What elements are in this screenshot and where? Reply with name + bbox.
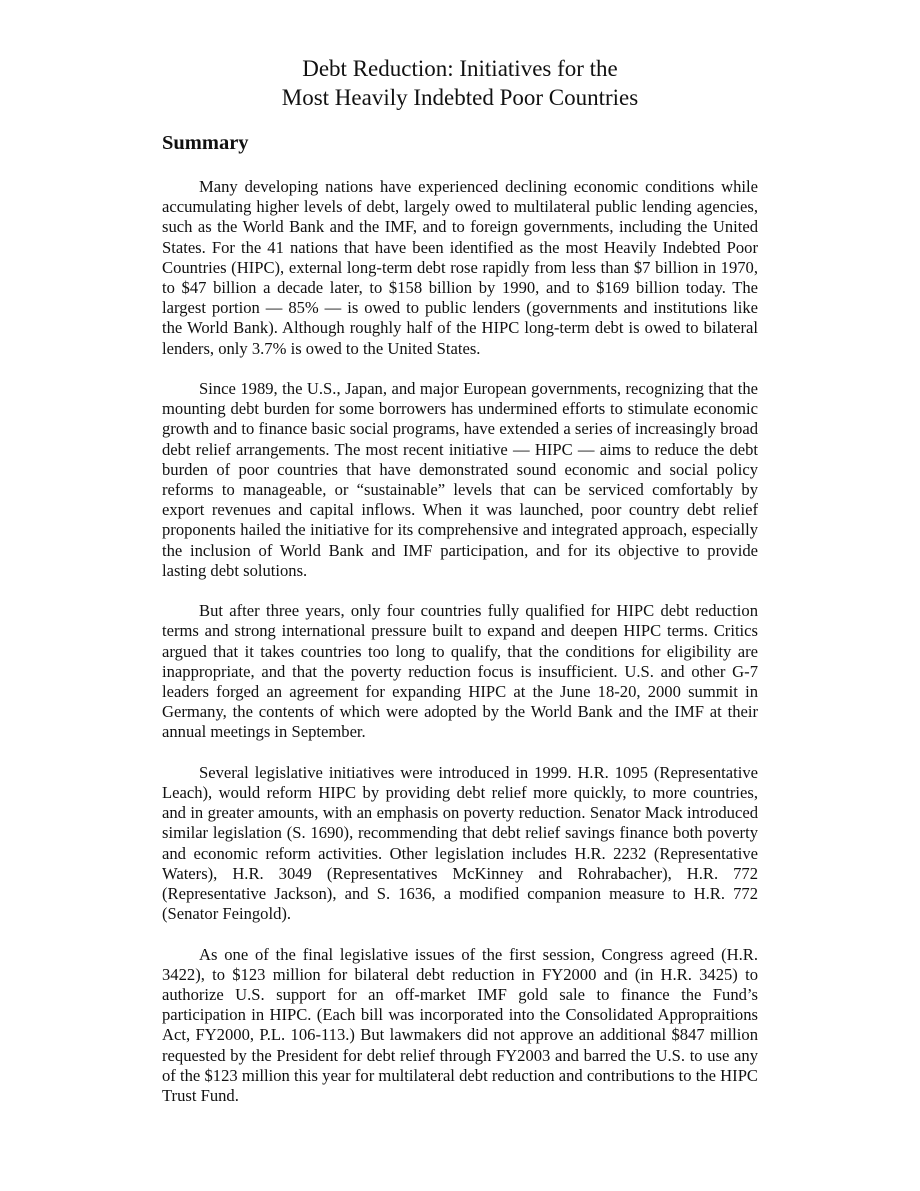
document-title — [162, 54, 758, 112]
summary-body — [162, 177, 758, 1126]
section-heading: Summary — [162, 132, 249, 154]
document-page — [162, 54, 758, 1106]
paragraph-5: As one of the final legislative issues of the first session, Congress agreed (H.R. 3422), to $123 million for bilateral debt reduction in FY2000 and (in H.R. 3425) to authorize U.S. support for an off-market IMF gold sale to finance the Fund’s participation in HIPC. (Each bill was incorporated into the Consolidated Appropraitions Act, FY2000, P.L. 106-113.) But lawmakers did not approve an additional $847 million requested by the President for debt relief through FY2003 and barred the U.S. to use any of the $123 million this year for multilateral debt reduction and contributions to the HIPC Trust Fund. — [162, 944, 758, 1106]
paragraph-3: But after three years, only four countries fully qualified for HIPC debt reduction terms and strong international pressure built to expand and deepen HIPC terms. Critics argued that it takes countries too long to qualify, that the conditions for eligibility are inappropriate, and that the poverty reduction focus is insufficient. U.S. and other G-7 leaders forged an agreement for expanding HIPC at the June 18-20, 2000 summit in Germany, the contents of which were adopted by the World Bank and the IMF at their annual meetings in September. — [162, 601, 758, 742]
paragraph-4: Several legislative initiatives were introduced in 1999. H.R. 1095 (Representative Leach), would reform HIPC by providing debt relief more quickly, to more countries, and in greater amounts, with an emphasis on poverty reduction. Senator Mack introduced similar legislation (S. 1690), recommending that debt relief savings finance both poverty and economic reform activities. Other legislation includes H.R. 2232 (Representative Waters), H.R. 3049 (Representatives McKinney and Rohrabacher), H.R. 772 (Representative Jackson), and S. 1636, a modified companion measure to H.R. 772 (Senator Feingold). — [162, 762, 758, 924]
title-line-2: Most Heavily Indebted Poor Countries — [281, 85, 639, 110]
title-line-1: Debt Reduction: Initiatives for the — [302, 56, 618, 81]
paragraph-2: Since 1989, the U.S., Japan, and major European governments, recognizing that the mounting debt burden for some borrowers has undermined efforts to stimulate economic growth and to finance basic social programs, have extended a series of increasingly broad debt relief arrangements. The most recent initiative — HIPC — aims to reduce the debt burden of poor countries that have demonstrated sound economic and social policy reforms to manageable, or “sustainable” levels that can be serviced comfortably by export revenues and capital inflows. When it was launched, poor country debt relief proponents hailed the initiative for its comprehensive and integrated approach, especially the inclusion of World Bank and IMF participation, and for its objective to provide lasting debt solutions. — [162, 379, 758, 580]
paragraph-1: Many developing nations have experienced declining economic conditions while accumulating higher levels of debt, largely owed to multilateral public lending agencies, such as the World Bank and the IMF, and to foreign governments, including the United States. For the 41 nations that have been identified as the most Heavily Indebted Poor Countries (HIPC), external long-term debt rose rapidly from less than $7 billion in 1970, to $47 billion a decade later, to $158 billion by 1990, and to $169 billion today. The largest portion — 85% — is owed to public lenders (governments and institutions like the World Bank). Although roughly half of the HIPC long-term debt is owed to bilateral lenders, only 3.7% is owed to the United States. — [162, 177, 758, 358]
